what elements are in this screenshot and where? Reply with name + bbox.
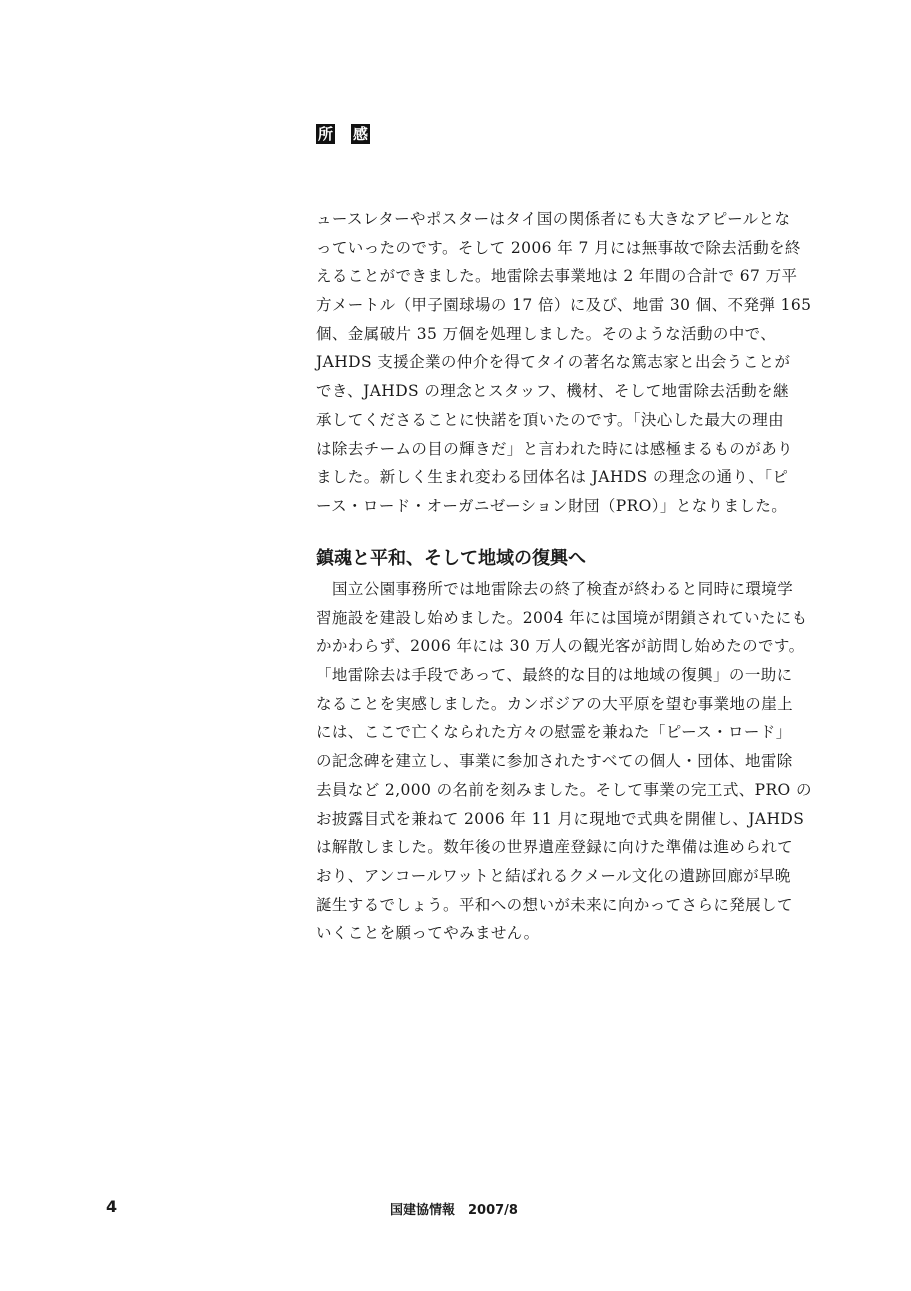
page-number: 4: [106, 1197, 118, 1216]
text-line: 去員など 2,000 の名前を刻みました。そして事業の完工式、PRO の: [316, 780, 812, 799]
text-line: JAHDS 支援企業の仲介を得てタイの著名な篤志家と出会うことが: [316, 353, 791, 372]
text-line: えることができました。地雷除去事業地は 2 年間の合計で 67 万平: [316, 267, 798, 286]
text-line: おり、アンコールワットと結ばれるクメール文化の遺跡回廊が早晩: [316, 866, 791, 885]
text-line: お披露目式を兼ねて 2006 年 11 月に現地で式典を開催し、JAHDS: [316, 809, 805, 828]
text-line: でき、JAHDS の理念とスタッフ、機材、そして地雷除去活動を継: [316, 382, 789, 401]
text-line: 習施設を建設し始めました。2004 年には国境が閉鎖されていたにも: [316, 608, 808, 627]
publication-footer: 国建協情報 2007/8: [390, 1203, 518, 1218]
text-line: っていったのです。そして 2006 年 7 月には無事故で除去活動を終: [316, 238, 801, 257]
section-label-char: 感: [352, 125, 368, 143]
text-line: かかわらず、2006 年には 30 万人の観光客が訪問し始めたのです。: [316, 637, 805, 656]
text-line: には、ここで亡くなられた方々の慰霊を兼ねた「ピース・ロード」: [316, 723, 792, 742]
text-line: 承してくださることに快諾を頂いたのです。「決心した最大の理由: [316, 410, 785, 429]
text-line: は解散しました。数年後の世界遺産登録に向けた準備は進められて: [316, 838, 794, 857]
text-line: 誕生するでしょう。平和への想いが未来に向かってさらに発展して: [316, 895, 793, 914]
paragraph-1: [316, 205, 812, 521]
text-line: いくことを願ってやみません。: [316, 924, 540, 943]
paragraph-2: [316, 575, 812, 948]
text-line: 「地雷除去は手段であって、最終的な目的は地域の復興」の一助に: [316, 666, 793, 685]
text-line: の記念碑を建立し、事業に参加されたすべての個人・団体、地雷除: [316, 752, 793, 771]
text-line: は除去チームの目の輝きだ」と言われた時には感極まるものがあり: [316, 439, 794, 458]
text-line: ました。新しく生まれ変わる団体名は JAHDS の理念の通り、「ピ: [316, 468, 789, 487]
section-label-char: 所: [317, 125, 333, 143]
text-line: 個、金属破片 35 万個を処理しました。そのような活動の中で、: [316, 324, 777, 343]
text-line: ュースレターやポスターはタイ国の関係者にも大きなアピールとな: [316, 210, 791, 228]
text-line: 国立公園事務所では地雷除去の終了検査が終わると同時に環境学: [332, 580, 794, 598]
text-line: 方メートル（甲子園球場の 17 倍）に及び、地雷 30 個、不発弾 165: [316, 296, 812, 315]
section-label: [316, 124, 370, 144]
text-line: ース・ロード・オーガニゼーション財団（PRO）」となりました。: [316, 496, 788, 515]
section-heading: 鎮魂と平和、そして地域の復興へ: [316, 548, 586, 569]
text-line: なることを実感しました。カンボジアの大平原を望む事業地の崖上: [316, 694, 794, 713]
